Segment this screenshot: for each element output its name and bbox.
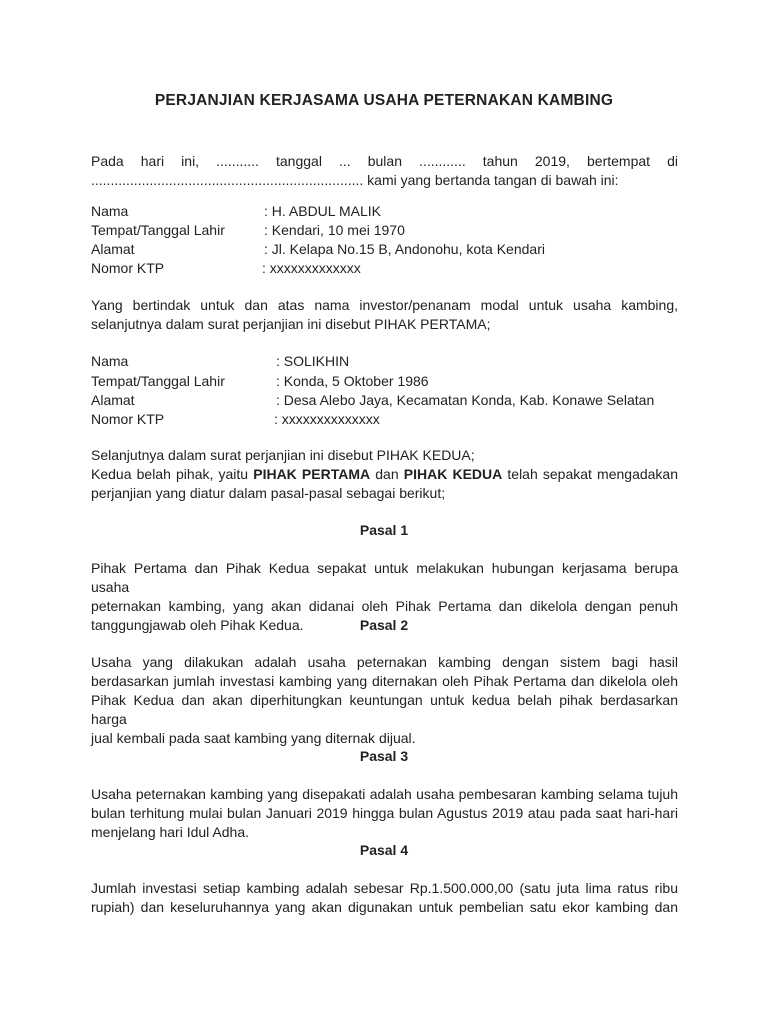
pasal-2-line-1: Usaha yang dilakukan adalah usaha peternakan kambing dengan sistem bagi hasil bbox=[91, 654, 678, 670]
opening-line-2: ...................................................................... kami yang bertanda tangan di bawah ini: bbox=[91, 172, 619, 188]
party2-ktp-label: Nomor KTP bbox=[91, 411, 165, 427]
party2-name-value: : SOLIKHIN bbox=[276, 353, 350, 369]
party2-birth-value: : Konda, 5 Oktober 1986 bbox=[276, 373, 429, 389]
pihak-kedua-bold: PIHAK KEDUA bbox=[403, 466, 503, 482]
party1-name-value: : H. ABDUL MALIK bbox=[264, 203, 381, 219]
party2-name-label: Nama bbox=[91, 353, 129, 369]
party1-ktp-value: : xxxxxxxxxxxxx bbox=[262, 260, 361, 276]
pasal-2-heading: Pasal 2 bbox=[359, 617, 409, 633]
party2-address-value: : Desa Alebo Jaya, Kecamatan Konda, Kab. Konawe Selatan bbox=[276, 392, 655, 408]
pasal-3-line-2: bulan terhitung mulai bulan Januari 2019 hingga bulan Agustus 2019 atau pada saat hari-hari bbox=[91, 805, 678, 821]
party1-birth-label: Tempat/Tanggal Lahir bbox=[91, 222, 225, 238]
party2-desc-line-2 bbox=[91, 465, 678, 484]
party2-desc-line-3: perjanjian yang diatur dalam pasal-pasal sebagai berikut; bbox=[91, 485, 446, 501]
opening-paragraph bbox=[91, 152, 678, 190]
party2-description bbox=[91, 446, 678, 503]
party2-ktp-value: : xxxxxxxxxxxxxx bbox=[274, 411, 380, 427]
pasal-3-line-3: menjelang hari Idul Adha. bbox=[91, 824, 249, 840]
party1-birth-value: : Kendari, 10 mei 1970 bbox=[264, 222, 405, 238]
document-title: PERJANJIAN KERJASAMA USAHA PETERNAKAN KAMBING bbox=[154, 92, 614, 109]
party1-desc-line-1: Yang bertindak untuk dan atas nama investor/penanam modal untuk usaha kambing, bbox=[91, 297, 678, 313]
pasal-3-heading: Pasal 3 bbox=[359, 748, 409, 764]
party2-desc-text-a: Kedua belah pihak, yaitu bbox=[91, 466, 254, 482]
party2-desc-text-e: telah sepakat mengadakan bbox=[502, 466, 679, 482]
pasal-1-line-2: peternakan kambing, yang akan didanai oleh Pihak Pertama dan dikelola dengan penuh bbox=[91, 598, 678, 614]
pasal-4-body bbox=[91, 879, 678, 917]
pasal-2-line-2: berdasarkan jumlah investasi kambing yang diternakan oleh Pihak Pertama dan dikelola oleh bbox=[91, 673, 678, 689]
pasal-1-heading: Pasal 1 bbox=[359, 522, 409, 538]
party2-desc-text-c: dan bbox=[370, 466, 404, 482]
pasal-2-line-3: Pihak Kedua dan akan diperhitungkan keuntungan untuk kedua belah pihak berdasarkan harga bbox=[91, 692, 678, 727]
pasal-4-heading: Pasal 4 bbox=[359, 842, 409, 858]
pasal-2-line-4: jual kembali pada saat kambing yang diternak dijual. bbox=[91, 730, 416, 746]
pasal-4-line-2: rupiah) dan keseluruhannya yang akan digunakan untuk pembelian satu ekor kambing dan bbox=[91, 899, 678, 915]
party1-ktp-label: Nomor KTP bbox=[91, 260, 165, 276]
party1-description bbox=[91, 296, 678, 334]
party1-address-label: Alamat bbox=[91, 241, 135, 257]
pihak-pertama-bold: PIHAK PERTAMA bbox=[253, 466, 371, 482]
party2-desc-line-1: Selanjutnya dalam surat perjanjian ini disebut PIHAK KEDUA; bbox=[91, 447, 475, 463]
pasal-1-line-1: Pihak Pertama dan Pihak Kedua sepakat untuk melakukan hubungan kerjasama berupa usaha bbox=[91, 560, 678, 595]
pasal-4-line-1: Jumlah investasi setiap kambing adalah sebesar Rp.1.500.000,00 (satu juta lima ratus ribu bbox=[91, 880, 678, 896]
party1-address-value: : Jl. Kelapa No.15 B, Andonohu, kota Kendari bbox=[264, 241, 545, 257]
pasal-1-line-3: tanggungjawab oleh Pihak Kedua. bbox=[91, 617, 304, 633]
opening-line-1: Pada hari ini, ........... tanggal ... bulan ............ tahun 2019, bertempat di bbox=[91, 153, 678, 169]
party2-birth-label: Tempat/Tanggal Lahir bbox=[91, 373, 225, 389]
party1-desc-line-2: selanjutnya dalam surat perjanjian ini disebut PIHAK PERTAMA; bbox=[91, 316, 491, 332]
pasal-3-line-1: Usaha peternakan kambing yang disepakati adalah usaha pembesaran kambing selama tujuh bbox=[91, 786, 678, 802]
party1-name-label: Nama bbox=[91, 203, 129, 219]
pasal-3-body bbox=[91, 785, 678, 842]
party2-address-label: Alamat bbox=[91, 392, 135, 408]
pasal-2-body bbox=[91, 653, 678, 748]
